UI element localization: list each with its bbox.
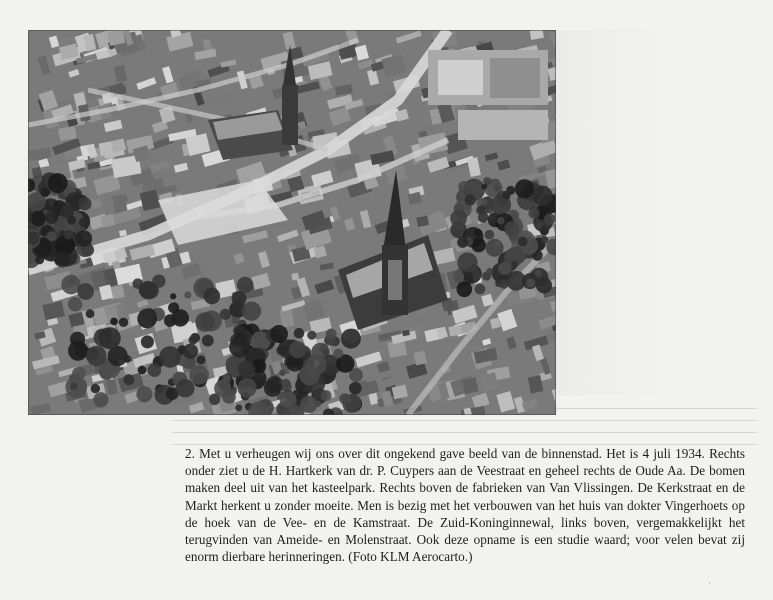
tree [511,261,518,268]
tree [515,179,534,198]
tree [55,251,70,266]
tree [526,278,535,287]
tree [110,318,118,326]
tree [307,331,316,340]
tree [168,302,179,313]
tree [204,288,221,305]
tree [189,335,198,344]
tree [68,297,82,311]
tree [195,312,214,331]
tree [170,293,176,299]
tree [271,377,280,386]
tree [229,337,250,358]
tree [86,346,106,366]
tree [238,361,255,378]
tree [450,210,467,227]
tree [176,379,195,398]
tree [72,367,85,380]
tree [528,208,539,219]
facing-page-show-through [556,30,666,395]
tree [31,211,44,224]
tree [70,383,78,391]
tree [504,221,519,236]
tree [93,392,108,407]
tree [64,230,74,240]
caption-text: 2. Met u verheugen wij ons over dit ongekend gave beeld van de binnenstad. Het is 4 juli 1934. Rechts onder ziet u de H. Hartkerk van dr. P. Cuypers aan de Veestraat en geheel rechts de Oude Aa. De bomen maken deel uit van het kasteelpark. Rechts boven de fabrieken van Van Vlissingen. De Kerkstraat en de Markt herkent u zonder moeite. Men is bezig met het verbouwen van het huis van dokter Vingerhoets op de hoek van de Vee- en de Kamstraat. De Zuid-Koninginnewal, links boven, vergemakkelijkt het terugvinden van Ameide- en Molenstraat. Ook deze opname is een studie waard; voor velen bevat zij enorm dierbare herinneringen. (Foto KLM Aerocarto.) [185,446,745,565]
tree [497,217,505,225]
tree [475,284,486,295]
aerial-photo-image [28,30,556,415]
tree [486,239,504,257]
tree [457,237,468,248]
tree [119,318,128,327]
tree [315,401,321,407]
tree [136,386,152,402]
tree [197,355,206,364]
tree [138,366,147,375]
tree [78,197,91,210]
tree [91,384,100,393]
tree [237,378,256,397]
tree [123,374,134,385]
page-speck: · [708,578,711,588]
tree [518,237,528,247]
tree [41,188,50,197]
tree [242,302,261,321]
tree [223,374,231,382]
tree [189,365,209,385]
tree [47,231,57,241]
tree [498,262,511,275]
rooftop [291,273,299,281]
aerial-photo [28,30,556,415]
tree [458,255,473,270]
tree [322,349,328,355]
tree [237,277,253,293]
tree [465,194,476,205]
tree [333,349,343,359]
tree [139,281,157,299]
tree [342,394,351,403]
tree [99,327,121,349]
tree [76,230,93,247]
tree [453,271,464,282]
tree [232,291,247,306]
tree [471,238,486,253]
rooftop [119,230,127,237]
tree [541,236,549,244]
tree [67,216,76,225]
tree [222,390,236,404]
tree [532,186,552,206]
tree [476,206,485,215]
tree [142,308,156,322]
tree [68,341,88,361]
tree [235,404,242,411]
tree [270,325,288,343]
tree [202,335,214,347]
tree [326,329,337,340]
tree [281,379,290,388]
tree [544,213,556,225]
tree [276,346,286,356]
tree [183,344,198,359]
tree [481,184,487,190]
tree [474,229,482,237]
tree [279,370,285,376]
tree [457,282,473,298]
tree [220,309,231,320]
tree [164,315,176,327]
tree [86,309,95,318]
tree [495,241,501,247]
tree [159,346,181,368]
tree [77,283,94,300]
tree [299,365,320,386]
tree [45,211,58,224]
tree [79,218,88,227]
tree [486,268,493,275]
tree [48,173,68,193]
tree [502,191,510,199]
tree [184,291,191,298]
tree [148,363,162,377]
tree [494,185,500,191]
tree [345,329,359,343]
tree [349,382,362,395]
tree [294,328,305,339]
tree [141,335,154,348]
tree [289,341,306,358]
tree [232,317,240,325]
photo-caption [185,445,745,565]
tree [485,230,495,240]
tree [321,390,332,401]
